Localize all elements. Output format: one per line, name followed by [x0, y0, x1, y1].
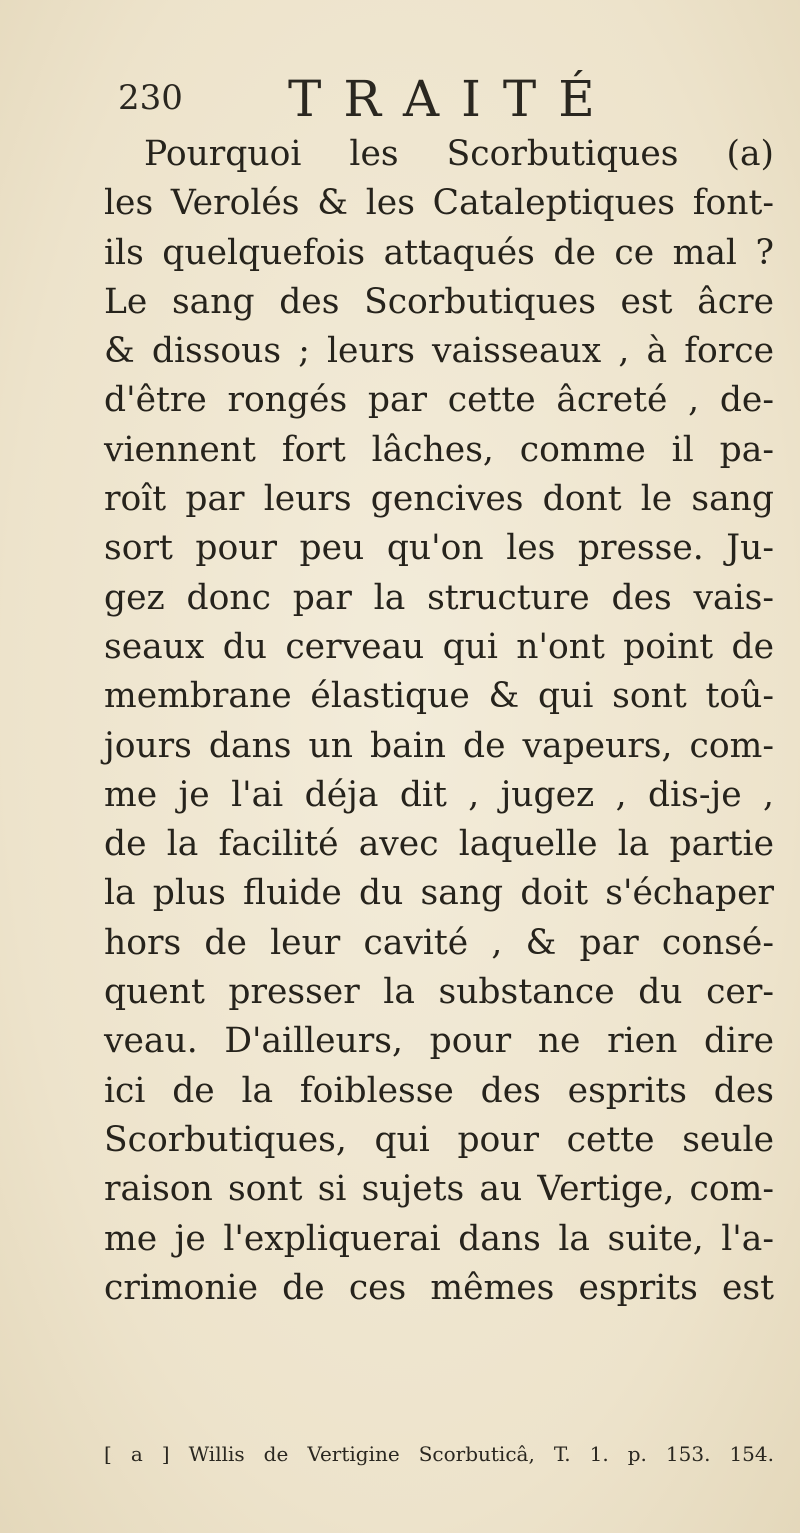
body-text [104, 130, 774, 1313]
text-line: les Verolés & les Cataleptiques font- [104, 183, 774, 224]
text-line: me je l'expliquerai dans la suite, l'a- [104, 1218, 774, 1259]
text-line: Scorbutiques, qui pour cette seule [104, 1119, 774, 1160]
page-number: 230 [118, 78, 183, 118]
text-line: crimonie de ces mêmes esprits est [104, 1267, 774, 1308]
text-line: jours dans un bain de vapeurs, com- [104, 725, 774, 766]
text-line: raison sont si sujets au Vertige, com- [104, 1169, 774, 1210]
text-line: la plus fluide du sang doit s'échaper [104, 873, 774, 914]
text-line: & dissous ; leurs vaisseaux , à force [104, 331, 774, 372]
text-line: roît par leurs gencives dont le sang [104, 479, 774, 520]
text-line: viennent fort lâches, comme il pa- [104, 429, 774, 470]
text-line: me je l'ai déja dit , jugez , dis-je , [104, 774, 774, 815]
page-header [118, 70, 740, 130]
text-line: ils quelquefois attaqués de ce mal ? [104, 232, 774, 273]
running-title: TRAITÉ [288, 70, 617, 128]
text-line: gez donc par la structure des vais- [104, 577, 774, 618]
text-line: quent presser la substance du cer- [104, 972, 774, 1013]
text-line: membrane élastique & qui sont toû- [104, 676, 774, 717]
text-line: veau. D'ailleurs, pour ne rien dire [104, 1021, 774, 1062]
text-line: Le sang des Scorbutiques est âcre [104, 281, 774, 322]
text-line: de la facilité avec laquelle la partie [104, 824, 774, 865]
text-line: sort pour peu qu'on les presse. Ju- [104, 528, 774, 569]
footnote: [ a ] Willis de Vertigine Scorbuticâ, T. 1. p. 153. 154. [104, 1442, 774, 1466]
text-line: Pourquoi les Scorbutiques (a) [144, 134, 774, 174]
text-line: d'être rongés par cette âcreté , de- [104, 380, 774, 421]
text-line: ici de la foiblesse des esprits des [104, 1070, 774, 1111]
text-line: hors de leur cavité , & par consé- [104, 922, 774, 963]
text-line: seaux du cerveau qui n'ont point de [104, 626, 774, 667]
